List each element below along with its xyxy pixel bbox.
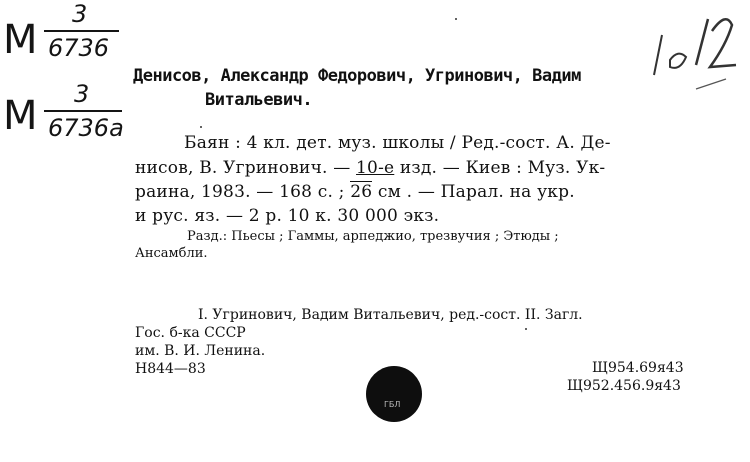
- speck: [200, 126, 202, 128]
- call-number-bottom-1: 6736: [48, 34, 110, 62]
- library-line-1: Гос. б-ка СССР: [135, 325, 246, 341]
- size-number: 26: [350, 182, 373, 202]
- stamp-text: ГБЛ: [384, 400, 401, 409]
- description-line-4: и рус. яз. — 2 р. 10 к. 30 000 экз.: [135, 206, 440, 226]
- subjects-line-2: Ансамбли.: [135, 246, 208, 261]
- description-line-2: [135, 158, 605, 178]
- classification-code-2: Щ952.456.9я43: [567, 378, 681, 394]
- call-number-bottom-2: 6736а: [48, 114, 124, 142]
- call-number-top-1: 3: [72, 0, 88, 28]
- library-line-2: им. В. И. Ленина.: [135, 343, 266, 359]
- subjects-line-1: Разд.: Пьесы ; Гаммы, арпеджио, трезвучия ; Этюды ;: [187, 229, 559, 244]
- call-number-rule-1: [44, 30, 119, 32]
- call-number-rule-2: [44, 110, 122, 112]
- library-line-3: Н844—83: [135, 361, 206, 377]
- description-line-3b: см . — Парал. на укр.: [372, 182, 575, 202]
- description-line-1: Баян : 4 кл. дет. муз. школы / Ред.-сост. А. Де-: [184, 133, 611, 153]
- description-line-2b: изд. — Киев : Муз. Ук-: [394, 158, 606, 178]
- description-line-3a: раина, 1983. — 168 с. ;: [135, 182, 351, 202]
- heading-line-2: Витальевич.: [205, 90, 313, 110]
- heading-line-1: Денисов, Александр Федорович, Угринович, Вадим: [133, 66, 581, 86]
- edition-number: 10-е: [356, 158, 395, 178]
- library-stamp: [366, 366, 422, 422]
- call-number-letter-2: М: [3, 93, 38, 139]
- description-line-2a: нисов, В. Угринович. —: [135, 158, 357, 178]
- call-number-letter-1: М: [3, 17, 38, 63]
- corner-handwriting: [640, 5, 740, 95]
- speck: [455, 18, 457, 20]
- tracings: I. Угринович, Вадим Витальевич, ред.-сост. II. Загл.: [198, 307, 583, 323]
- classification-code-1: Щ954.69я43: [592, 360, 684, 376]
- call-number-top-2: 3: [74, 80, 90, 108]
- description-line-3: [135, 182, 575, 202]
- speck: [525, 328, 527, 330]
